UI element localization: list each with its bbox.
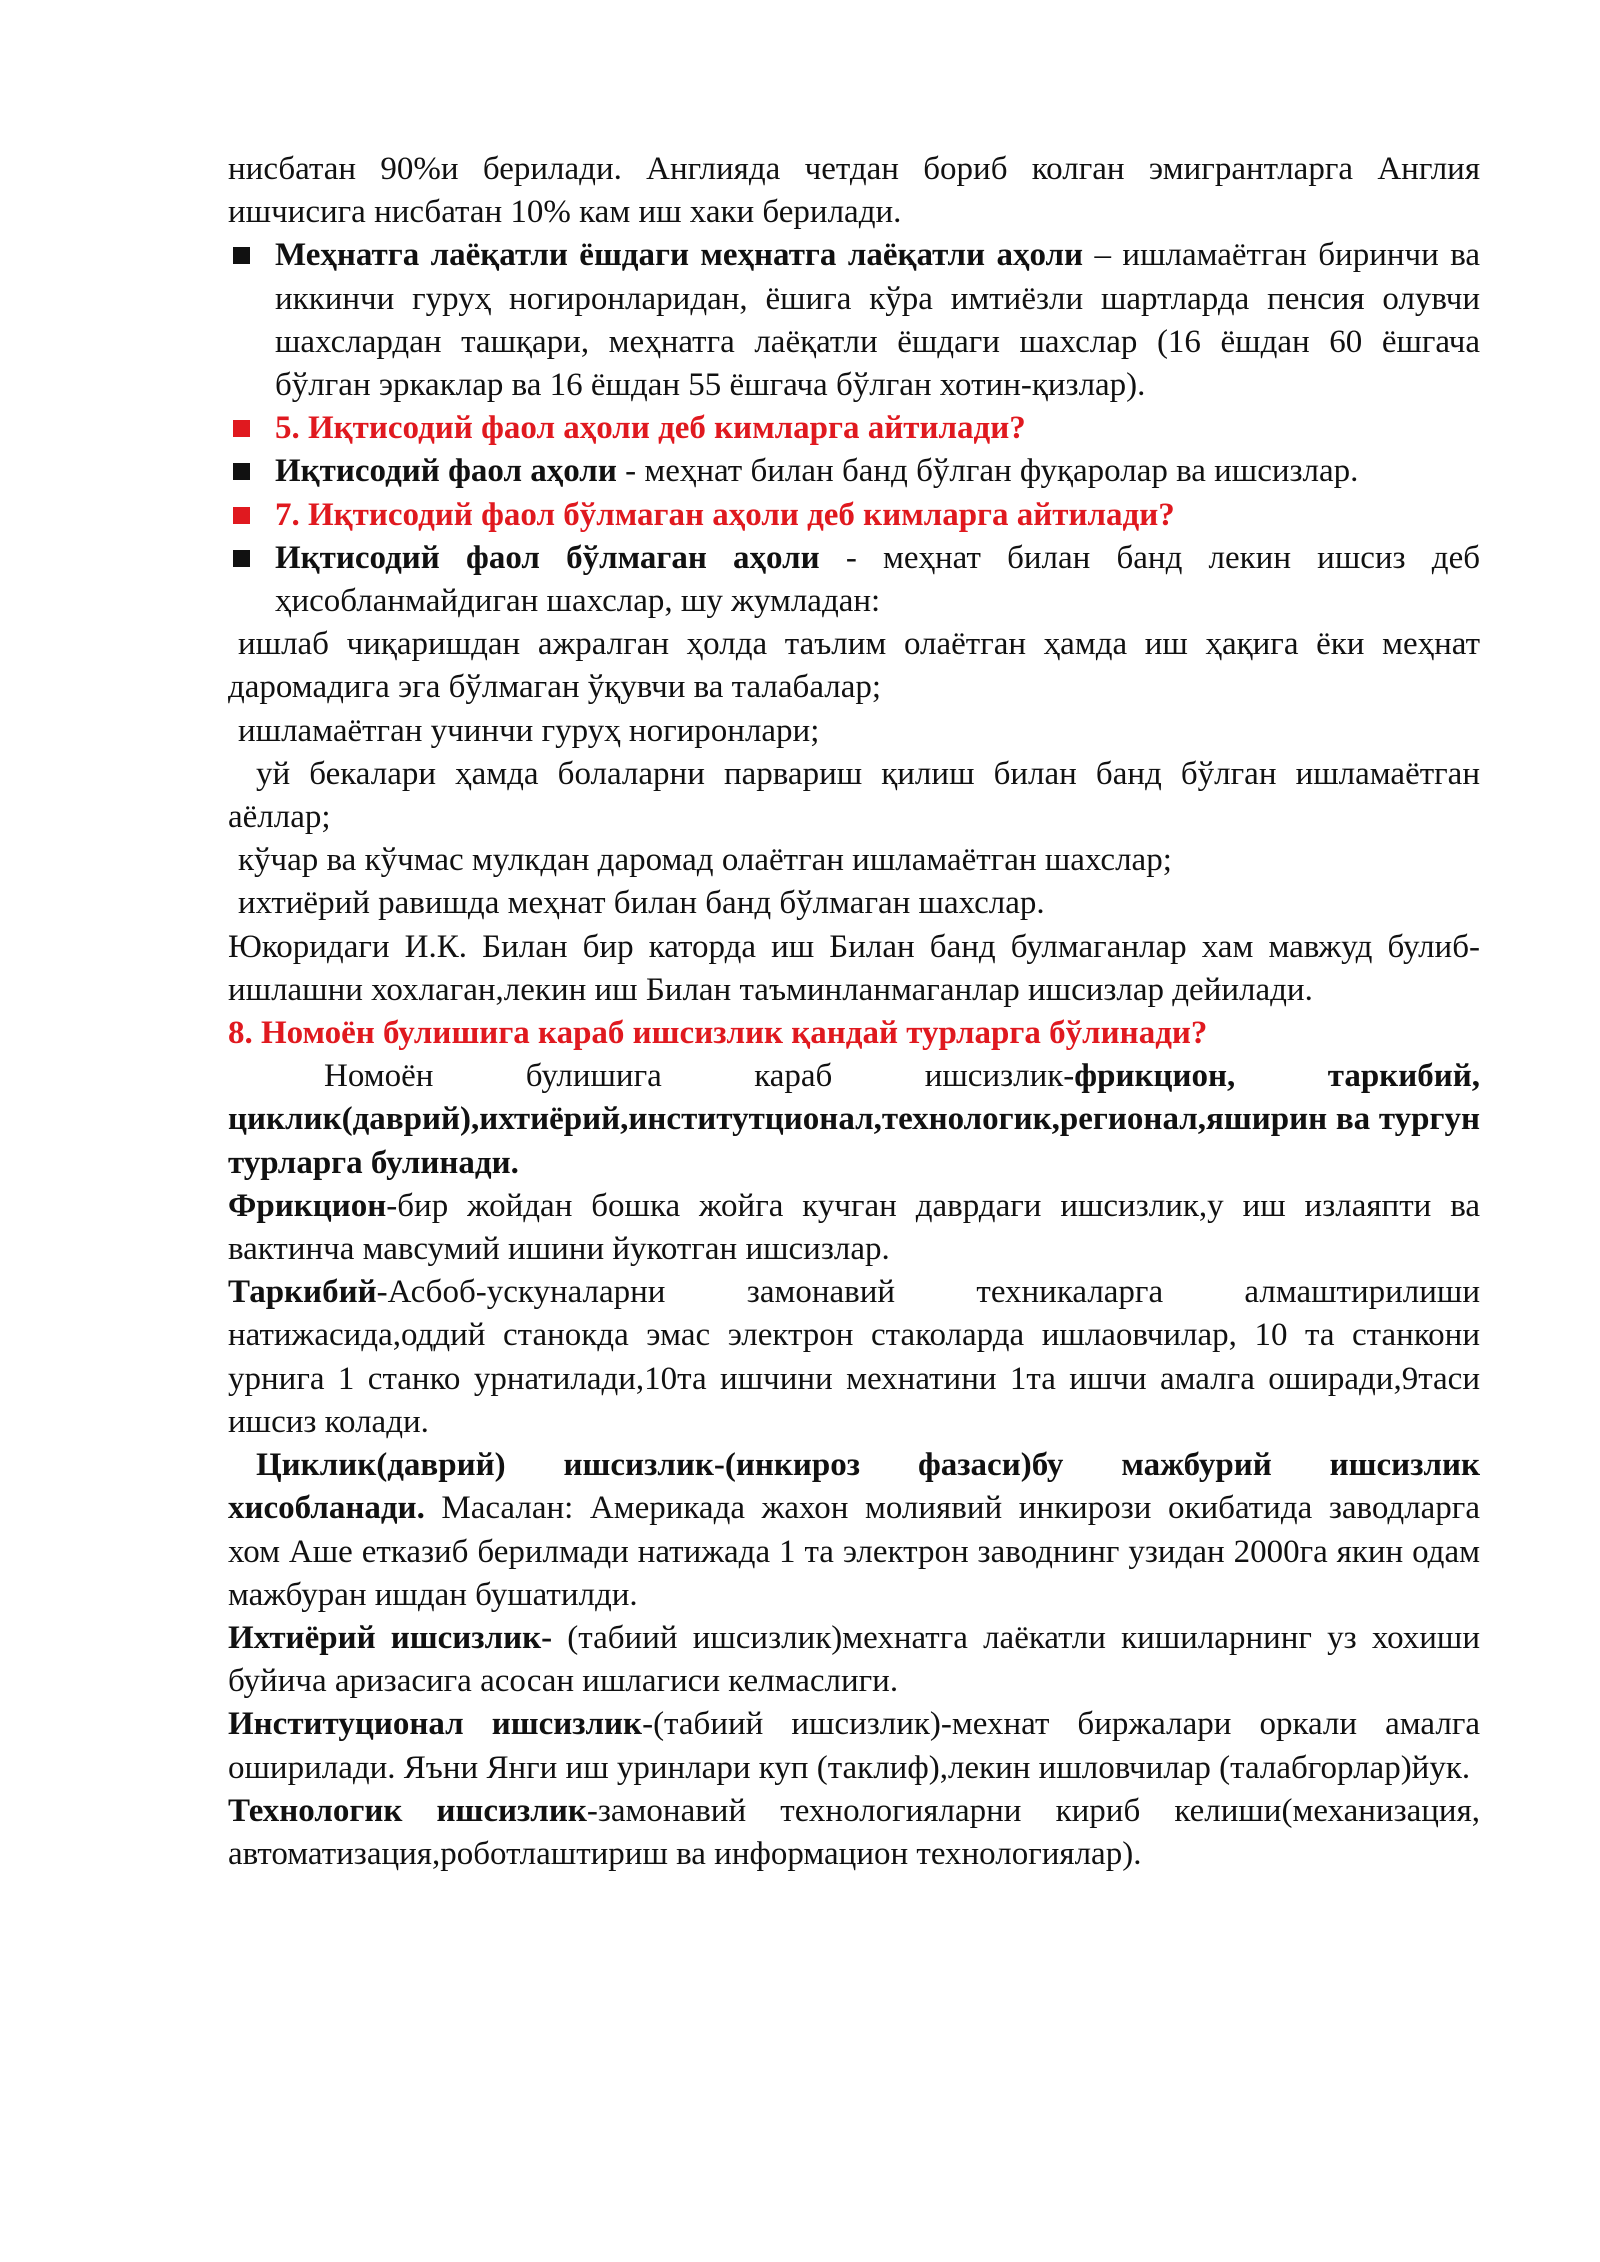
document-page <box>228 148 1480 1876</box>
paragraph-institutional: Институционал ишсизлик-(табиий ишсизлик)-мехнат биржалари оркали амалга оширилади. Яъни Янги иш уринлари куп (таклиф),лекин ишловчилар (талабгорлар)йук. <box>228 1706 1480 1786</box>
term-voluntary: Ихтиёрий ишсизлик- <box>228 1619 553 1656</box>
square-bullet-icon <box>233 247 250 264</box>
definition-economically-active: - меҳнат билан банд бўлган фуқаролар ва ишсизлар. <box>616 453 1359 490</box>
term-frictional: Фрикцион <box>228 1187 387 1224</box>
term-cyclical: Циклик(даврий) ишсизлик-(инкироз фазаси)бу мажбурий ишсизлик хисобланади. <box>228 1447 1480 1527</box>
paragraph-voluntary: Ихтиёрий ишсизлик- (табиий ишсизлик)мехнатга лаёкатли кишиларнинг уз хохиши буйича аризасига асосан ишлагиси келмаслиги. <box>228 1619 1480 1700</box>
square-bullet-icon <box>233 463 250 480</box>
red-square-bullet-icon <box>233 507 250 524</box>
paragraph-unemployed-definition: Юкоридаги И.К. Билан бир каторда иш Билан банд булмаганлар хам мавжуд булиб- ишлашни хохлаган,лекин иш Билан таъминланмаганлар ишсизлар дейилади. <box>228 928 1480 1008</box>
term-economically-active: Иқтисодий фаол аҳоли <box>275 453 617 490</box>
term-working-age-population: Меҳнатга лаёқатли ёшдаги меҳнатга лаёқатли аҳоли <box>275 237 1084 274</box>
paragraph-frictional: Фрикцион-бир жойдан бошка жойга кучган даврдаги ишсизлик,у иш излаяпти ва вактинча мавсумий ишини йукотган ишсизлар. <box>228 1187 1480 1268</box>
definition-working-age-population: – ишламаётган биринчи ва иккинчи гуруҳ ногиронларидан, ёшига кўра имтиёзли шартларда пенсия олувчи шахслардан ташқари, меҳнатга лаёқатли ёшдаги шахслар (16 ёшдан 60 ёшгача бўлган эркаклар ва 16 ёшдан 55 ёшгача бўлган хотин-қизлар). <box>275 237 1480 404</box>
list-item-students: ишлаб чиқаришдан ажралган ҳолда таълим олаётган ҳамда иш ҳақига ёки меҳнат даромадига эга бўлмаган ўқувчи ва талабалар; <box>228 626 1480 706</box>
term-economically-inactive: Иқтисодий фаол бўлмаган аҳоли <box>275 539 820 576</box>
list-item-disabled: ишламаётган учинчи гуруҳ ногиронлари; <box>238 712 820 749</box>
list-item-property-income: кўчар ва кўчмас мулкдан даромад олаётган ишламаётган шахслар; <box>238 842 1172 879</box>
bullet-economically-inactive <box>228 537 1480 623</box>
paragraph-types-of-unemployment: Номоён булишига караб ишсизлик-фрикцион, таркибий, циклик(даврий),ихтиёрий,институтционал,технологик,регионал,яширин ва тургун турларга булинади. <box>228 1058 1480 1181</box>
question-7-text: 7. Иқтисодий фаол бўлмаган аҳоли деб кимларга айтилади? <box>275 496 1175 533</box>
bullet-economically-active <box>228 450 1480 493</box>
term-structural: Таркибий <box>228 1274 377 1311</box>
paragraph-intro: нисбатан 90%и берилади. Англияда четдан бориб колган эмигрантларга Англия ишчисига нисбатан 10% кам иш хаки берилади. <box>228 151 1480 231</box>
square-bullet-icon <box>233 550 250 567</box>
question-8: 8. Номоён булишига караб ишсизлик қандай турларга бўлинади? <box>228 1015 1208 1052</box>
paragraph-cyclical: Циклик(даврий) ишсизлик-(инкироз фазаси)бу мажбурий ишсизлик хисобланади. Масалан: Америкада жахон молиявий инкирози окибатида заводларга хом Аше етказиб берилмади натижада 1 та электрон заводнинг узидан 2000га якин одам мажбуран ишдан бушатилди. <box>228 1447 1480 1613</box>
paragraph-technological: Технологик ишсизлик-замонавий технологияларни кириб келиши(механизация, автоматизация,роботлаштириш ва информацион технологиялар). <box>228 1792 1480 1872</box>
list-item-voluntary: ихтиёрий равишда меҳнат билан банд бўлмаган шахслар. <box>238 885 1045 922</box>
term-technological: Технологик ишсизлик <box>228 1792 587 1829</box>
term-institutional: Институционал ишсизлик <box>228 1706 643 1743</box>
question-7 <box>228 494 1480 537</box>
list-item-housewives: уй бекалари ҳамда болаларни парвариш қилиш билан банд бўлган ишламаётган аёллар; <box>228 755 1480 836</box>
question-5 <box>228 407 1480 450</box>
bullet-working-age-population <box>228 234 1480 407</box>
red-square-bullet-icon <box>233 420 250 437</box>
definition-economically-inactive: - меҳнат билан банд лекин ишсиз деб ҳисобланмайдиган шахслар, шу жумладан: <box>275 539 1481 620</box>
question-5-text: 5. Иқтисодий фаол аҳоли деб кимларга айтилади? <box>275 410 1026 447</box>
paragraph-structural: Таркибий-Асбоб-ускуналарни замонавий техникаларга алмаштирилиши натижасида,оддий станокда эмас электрон стаколарда ишлаовчилар, 10 та станкони урнига 1 станко урнатилади,10та ишчини мехнатини 1та ишчи амалга оширади,9таси ишсиз колади. <box>228 1274 1480 1440</box>
